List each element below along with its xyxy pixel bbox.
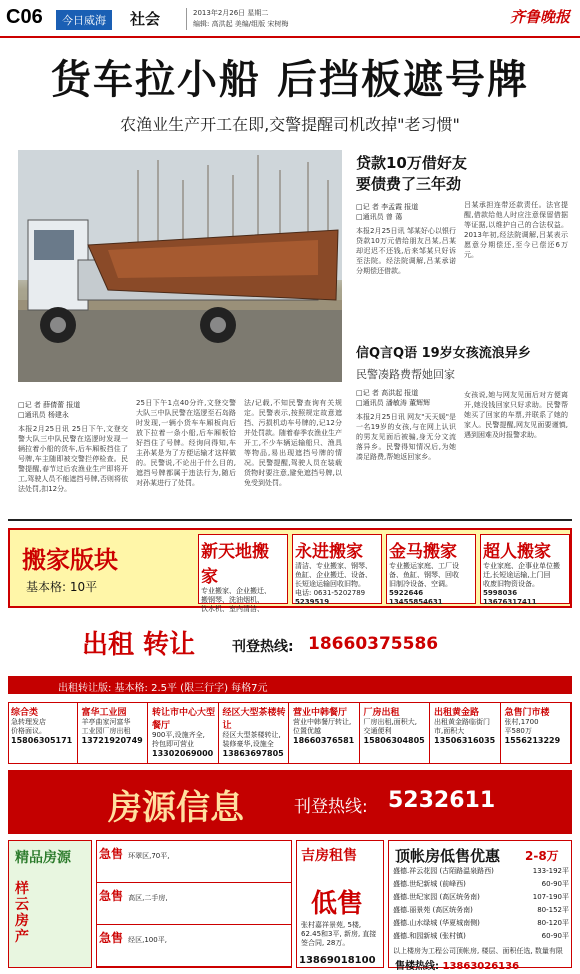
mover-name: 新天地搬家	[201, 542, 269, 587]
mover-line: 专业搬家、企业搬迁、	[201, 587, 271, 595]
top-item-name: 盛德.祥云花园 (古陌路温泉路西)	[393, 867, 494, 875]
urgent-title: 急售	[99, 889, 124, 903]
classified-line: 急转理发店	[11, 718, 46, 726]
top-item	[393, 930, 569, 943]
tenants-box	[296, 840, 384, 968]
classified-line: 营业中韩餐厅转让,	[293, 718, 352, 726]
classified-phone: 13506316035	[434, 736, 496, 745]
mover-ad	[292, 534, 382, 604]
top-item-price: 80-120平	[537, 919, 569, 927]
mover-name: 超人搬家	[483, 542, 551, 562]
housing-banner	[8, 770, 572, 834]
story2-credits	[356, 202, 456, 222]
top-item	[393, 904, 569, 917]
top-item	[393, 917, 569, 930]
moving-price: 基本格: 10平	[26, 580, 98, 594]
urgent-ad	[97, 925, 291, 967]
classified-line: 价格面议。	[11, 727, 46, 735]
classified-ad	[221, 703, 290, 763]
classified-line: 厂房出租,面积大,	[363, 718, 417, 726]
mover-name: 金马搬家	[389, 542, 457, 562]
classified-title: 急售门市楼	[504, 708, 550, 718]
top-title: 顶帐房低售优惠	[395, 847, 501, 865]
top-item	[393, 891, 569, 904]
top-phone-wrap	[395, 957, 519, 972]
top-item-price: 80-152平	[537, 906, 569, 914]
classified-title: 出租黄金路	[434, 708, 480, 718]
housing-title: 房源信息	[108, 788, 244, 828]
story2-title-line1: 贷款10万借好友	[356, 154, 467, 172]
rent-band: 出租转让版: 基本格: 2.5平 (限三行字) 每格7元	[8, 676, 572, 694]
mover-line: 迁,长短途运输,上门回	[483, 571, 551, 579]
mover-line: 备、鱼缸、钢琴、回收	[389, 571, 459, 579]
top-phone-label: 售楼热线:	[395, 961, 439, 972]
housing-hotline: 5232611	[388, 788, 496, 813]
top-price: 2-8万	[525, 849, 559, 863]
urgent-text: 环翠区,70平,	[128, 852, 170, 860]
top-item-name: 盛德.和园新城 (张村镇)	[393, 932, 466, 940]
classified-phone: 18660376581	[293, 736, 355, 745]
classified-line: 经区大型茶楼转让,	[222, 731, 281, 739]
story3-reporter: □记 者 高洪起 报道	[356, 389, 419, 397]
subheadline: 农渔业生产开工在即,交警提醒司机改掉"老习惯"	[120, 115, 460, 134]
mover-line: 长短途运输回收旧物。	[295, 580, 365, 588]
story3-credits	[356, 388, 456, 408]
classified-line: 900平,设施齐全,	[152, 731, 205, 739]
mover-line: 搬钢琴、洗油烟机、	[201, 596, 264, 604]
mover-line: 清洁、专业搬家、钢琴、	[295, 562, 372, 570]
header-meta	[186, 8, 288, 30]
tenants-title: 吉房租售	[301, 848, 357, 864]
moving-section	[8, 528, 572, 613]
housing-hotline-label: 刊登热线:	[294, 797, 368, 817]
story1-col2: 25日下午1点40分许,文登交警大队三中队民警在巡逻至石岛路时发现,一辆小货车车厢板向后放下拉着一条小船,后车厢板恰好挡住了号牌。经询问得知,车主孙某是为了方便运输才这样做的。民警说,不论出于什么目的,遮挡号牌都属于违法行为,随后对孙某进行了处罚。	[136, 399, 236, 487]
moving-title: 搬家版块	[22, 546, 118, 574]
classified-line: 装修豪华,设施全	[222, 740, 274, 748]
top-item-price: 133-192平	[532, 867, 569, 875]
mover-line: 旧制冷设备、空调。	[389, 580, 452, 588]
section-tag: 今日威海	[56, 10, 112, 30]
story2-col2: 吕某承担连带还款责任。法官提醒,借款给他人时应注意保留借据等证据,以维护自己的合法权益。2013年初,经法院调解,吕某表示愿意分期偿还,至今已偿还6万元。	[464, 201, 568, 259]
top-offer-box	[388, 840, 572, 972]
story2-title-line2: 要债费了三年劲	[356, 175, 462, 193]
top-note: 以上楼房为工程公司顶帐房, 楼层、面积任选, 数量有限	[393, 947, 563, 955]
top-item-price: 107-190平	[532, 893, 569, 901]
story3-col1: 本报2月25日讯 网友"天天媛"是一名19岁的女孩,与在网上认识的男友见面后被骗,身无分文流落异乡。民警得知情况后,为她凑足路费,帮她返回家乡。	[356, 413, 456, 461]
story2-col1: 本报2月25日讯 邹某好心以银行贷款10万元借给朋友吕某,吕某却迟迟不还钱,后来邹某只好诉至法院。经法院调解,吕某承诺分期偿还借款。	[356, 227, 456, 275]
classified-ad	[503, 703, 572, 763]
classified-phone: 1556213229	[504, 736, 561, 745]
classified-line: 张村,1700	[504, 718, 539, 726]
top-items	[393, 865, 569, 943]
classified-title: 厂房出租	[363, 708, 400, 718]
top-item-name: 盛德.山水绿城 (华夏城南侧)	[393, 919, 480, 927]
rent-hotline: 18660375586	[308, 634, 439, 654]
tenants-phone: 13869018100	[299, 955, 376, 966]
rent-hotline-label: 刊登热线:	[232, 639, 294, 655]
urgent-text: 经区,100平,	[128, 936, 167, 944]
mover-line: 鱼缸、企业搬迁、设备、	[295, 571, 372, 579]
top-item	[393, 878, 569, 891]
classified-line: 市,面积大	[434, 727, 465, 735]
movers-list	[198, 534, 570, 613]
classified-ad	[80, 703, 149, 763]
housing-left-title: 精品房源	[15, 850, 71, 866]
mover-line: 专业搬运家庭、工厂设	[389, 562, 459, 570]
story1-credits	[18, 400, 128, 420]
classified-phone: 13863697805	[222, 749, 284, 758]
mover-phone: 5922646 13455854631	[389, 589, 443, 606]
urgent-text: 高区,二手房,	[128, 894, 168, 902]
classified-phone: 13302069000	[152, 749, 214, 758]
truck-with-boat-illustration	[18, 150, 342, 382]
classified-grid	[8, 702, 572, 764]
section-name: 社会	[130, 10, 161, 28]
story2-reporter: □记 者 李孟霞 报道	[356, 203, 419, 211]
mover-ad	[198, 534, 288, 613]
divider	[8, 519, 572, 521]
classified-line: 羊亭曲家河富华	[81, 718, 131, 726]
lowprice-text: 张村嘉祥景苑, 5楼, 62.45和3平, 新房, 直接签合同, 28万。	[301, 921, 377, 947]
classified-phone: 13721920749	[81, 736, 143, 745]
page-number: C06	[6, 6, 43, 28]
mover-line: 收废旧物资设备。	[483, 580, 539, 588]
classified-ad	[432, 703, 501, 763]
top-item-price: 60-90平	[541, 932, 569, 940]
story1-reporter: □记 者 薛倩蕾 报道	[18, 401, 81, 409]
top-item-name: 盛德.世纪新城 (前峰西)	[393, 880, 466, 888]
urgent-title: 急售	[99, 931, 124, 945]
truck-photo	[18, 150, 342, 382]
classified-line: 位置优越	[293, 727, 321, 735]
story3-col2: 女孩说,她与网友见面后对方便离开,她没钱回家只好求助。民警帮她买了回家的车票,并联系了她的家人。民警提醒,网友见面要谨慎,遇到困难及时报警求助。	[464, 391, 568, 439]
classified-line: 交通便利	[363, 727, 392, 735]
mover-phone: 5998036 13676317411	[483, 589, 537, 606]
classified-title: 转让市中心大型餐厅	[152, 708, 216, 731]
story1-correspondent: □通讯员 杨建永	[18, 411, 69, 419]
classified-title: 营业中韩餐厅	[293, 708, 348, 718]
urgent-ad	[97, 841, 291, 883]
classified-line: 平580万	[504, 727, 532, 735]
classified-ad	[9, 703, 78, 763]
classified-ad	[150, 703, 219, 763]
story1-col1: 本报2月25日讯 25日下午,文登交警大队三中队民警在巡逻时发现一辆拉着小船的货车,后车厢板挡住了号牌,车主随即被交警拦停检查。民警提醒,春节过后农渔业生产即将开工,驾驶人员不能遮挡号牌,否则将依法处罚,扣12分。	[18, 425, 128, 493]
classified-title: 富华工业园	[81, 708, 127, 718]
classified-title: 经区大型茶楼转让	[222, 708, 286, 731]
headline: 货车拉小船 后挡板遮号牌	[51, 57, 529, 103]
top-item	[393, 865, 569, 878]
top-item-price: 60-90平	[541, 880, 569, 888]
mover-phone: 5239519	[295, 598, 330, 606]
story3-title: 信Q言Q语 19岁女孩流浪异乡	[356, 346, 531, 361]
mover-line: 饮水机、室内清洁、	[201, 605, 264, 613]
classified-phone: 15806304805	[363, 736, 425, 745]
mover-ad	[480, 534, 570, 604]
top-phone: 13863026136	[442, 961, 520, 972]
header-date: 2013年2月26日 星期二	[193, 9, 269, 17]
housing-left	[8, 840, 92, 968]
top-item-name: 盛德.世纪家园 (高区统务南)	[393, 893, 480, 901]
mover-line: 电话: 0631-5202789	[295, 589, 366, 597]
lowprice-title: 低售	[311, 889, 364, 919]
classified-line: 拎包即可营业	[152, 740, 194, 748]
mover-ad	[386, 534, 476, 604]
housing-left-sub: 样云房产	[15, 881, 29, 945]
classified-ad	[291, 703, 360, 763]
urgent-title: 急售	[99, 847, 124, 861]
newspaper-logo: 齐鲁晚报	[509, 8, 570, 26]
mover-line: 专业家庭、企事业单位搬	[483, 562, 560, 570]
urgent-ad	[97, 883, 291, 925]
classified-title: 综合类	[11, 708, 39, 718]
story1-col3: 法/记载,不知民警查询有关规定。民警表示,按照规定故意遮挡、污损机动车号牌的,记12分并处罚款。随着春季农渔业生产开工,不少车辆运输船只、渔具等物品,易出现遮挡号牌的情况。民警提醒,驾驶人员在装载货物时要注意,避免遮挡号牌,以免受到处罚。	[244, 399, 342, 487]
story3-subtitle: 民警凑路费帮她回家	[356, 368, 455, 381]
classified-ad	[362, 703, 431, 763]
classified-phone: 15806305171	[11, 736, 73, 745]
urgent-sales	[96, 840, 292, 968]
header-editor: 编辑: 高洪起 美编/组版 宋树梅	[193, 20, 289, 28]
mover-name: 永进搬家	[295, 542, 363, 562]
classified-line: 工业园厂房出租	[81, 727, 131, 735]
story3-correspondent: □通讯员 潘敏涛 董辉辉	[356, 399, 431, 407]
page-header	[0, 0, 580, 38]
rent-title: 出租 转让	[82, 630, 196, 660]
top-item-name: 盛德.丽景苑 (高区统务南)	[393, 906, 473, 914]
classified-line: 出租黄金路临街门	[434, 718, 490, 726]
story2-correspondent: □通讯员 曾 蔼	[356, 213, 403, 221]
rent-section	[8, 614, 572, 694]
